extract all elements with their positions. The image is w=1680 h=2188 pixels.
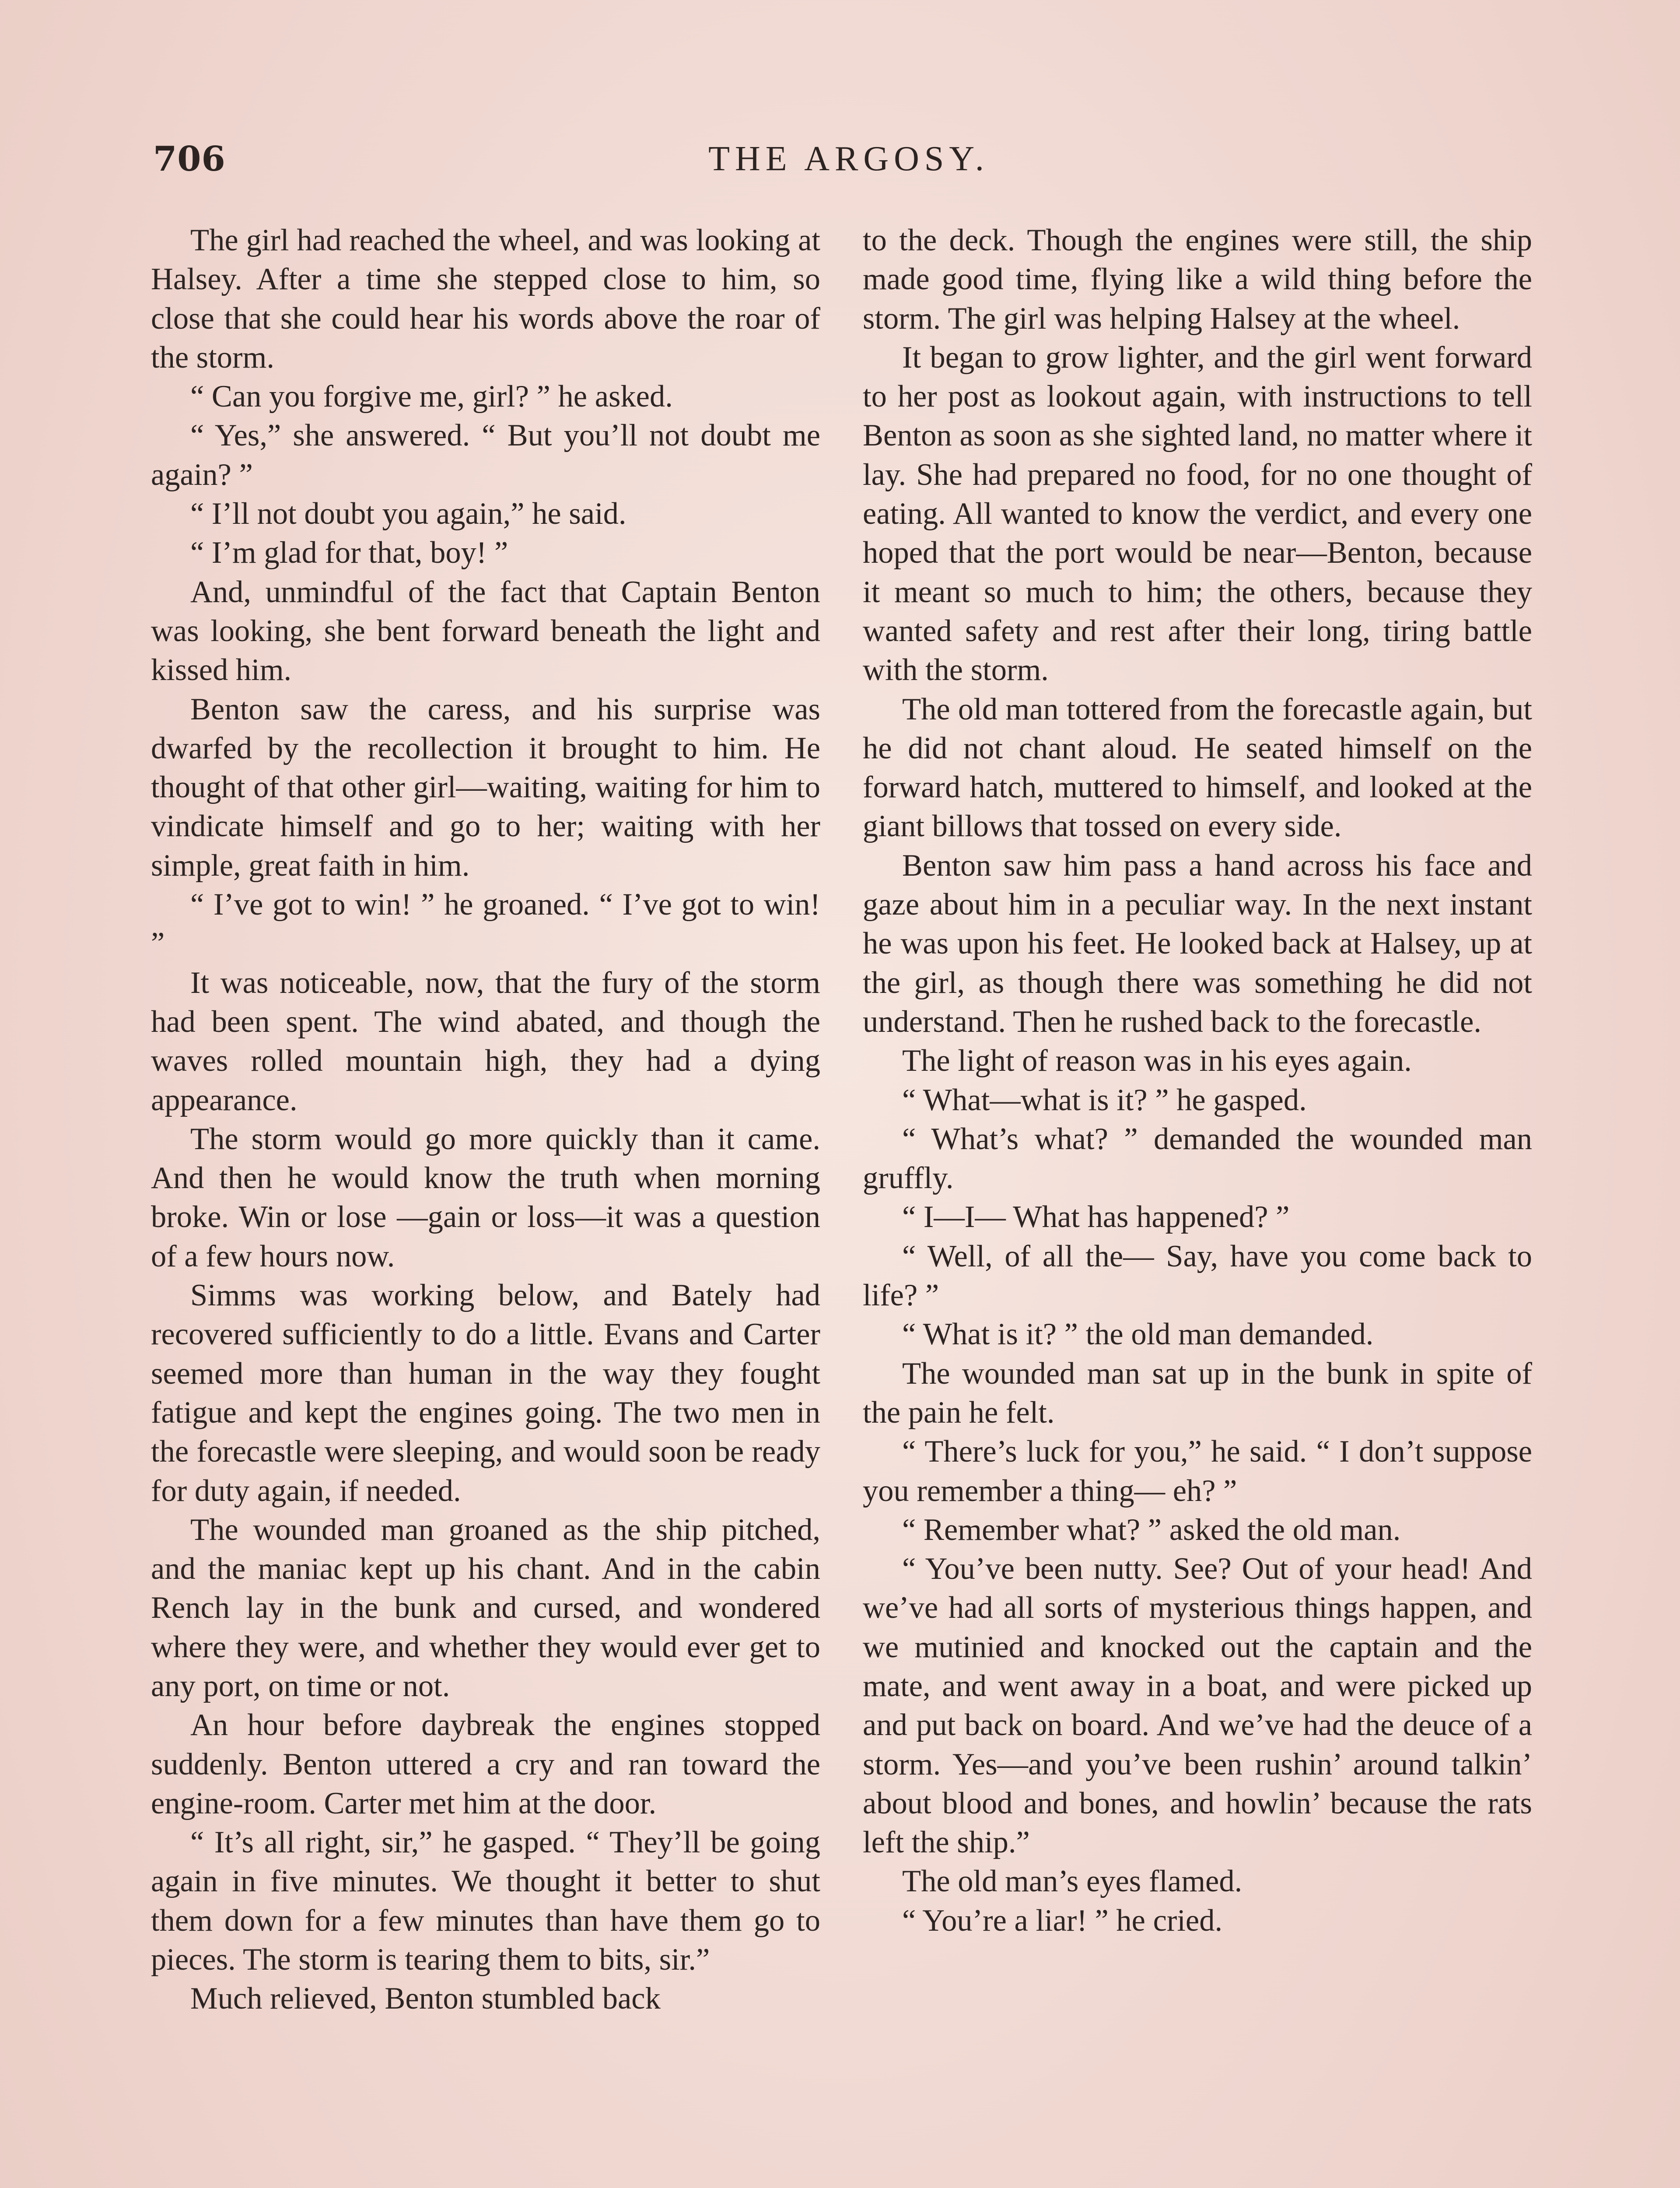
paragraph: “ I’m glad for that, boy! ” (190, 536, 508, 570)
paragraph: “ What—what is it? ” he gasped. (902, 1083, 1307, 1117)
paragraph: “ I—I— What has happened? ” (902, 1200, 1290, 1234)
paragraph: And, unmindful of the fact that Captain Benton was looking, she bent forward beneath the light and kissed him. (151, 575, 820, 687)
paragraph: “ There’s luck for you,” he said. “ I don’t suppose you remember a thing— eh? ” (863, 1434, 1532, 1508)
paragraph: “ What is it? ” the old man demanded. (902, 1317, 1374, 1352)
paragraph: Benton saw him pass a hand across his face and gaze about him in a peculiar way. In the next instant he was upon his feet. He looked back at Halsey, up at the girl, as though there was something he did not understand. Then he rushed back to the forecastle. (863, 848, 1532, 1039)
left-column (151, 221, 820, 2019)
paragraph: “ It’s all right, sir,” he gasped. “ They’ll be going again in five minutes. We thought it better to shut them down for a few minutes than have them go to pieces. The storm is tearing them to bits, sir.” (151, 1825, 820, 1977)
paragraph: Benton saw the caress, and his surprise was dwarfed by the recollection it brought to him. He thought of that other girl—waiting, waiting for him to vindicate himself and go to her; waiting with her simple, great faith in him. (151, 692, 820, 883)
paragraph: The girl had reached the wheel, and was looking at Halsey. After a time she stepped close to him, so close that she could hear his words above the roar of the storm. (151, 223, 820, 375)
paragraph: The old man tottered from the forecastle again, but he did not chant aloud. He seated himself on the forward hatch, muttered to himself, and looked at the giant billows that tossed on every side. (863, 692, 1532, 844)
page-header (153, 139, 1544, 187)
paragraph: “ Can you forgive me, girl? ” he asked. (190, 379, 673, 414)
paragraph: The wounded man groaned as the ship pitched, and the maniac kept up his chant. And in the cabin Rench lay in the bunk and cursed, and wondered where they were, and whether they would ever get to any port, on time or not. (151, 1512, 820, 1703)
paragraph: Simms was working below, and Bately had recovered sufficiently to do a little. Evans and Carter seemed more than human in the way they fought fatigue and kept the engines going. The two men in the forecastle were sleeping, and would soon be ready for duty again, if needed. (151, 1278, 820, 1508)
paragraph: “ Remember what? ” asked the old man. (902, 1512, 1401, 1547)
paragraph: It began to grow lighter, and the girl went forward to her post as lookout again, with instructions to tell Benton as soon as she sighted land, no matter where it lay. She had prepared no food, for no one thought of eating. All wanted to know the verdict, and every one hoped that the port would be near—Benton, because it meant so much to him; the others, because they wanted safety and rest after their long, tiring battle with the storm. (863, 340, 1532, 687)
paragraph: “ You’ve been nutty. See? Out of your head! And we’ve had all sorts of mysterious things happen, and we mutinied and knocked out the captain and the mate, and went away in a boat, and were picked up and put back on board. And we’ve had the deuce of a storm. Yes—and you’ve been rushin’ around talkin’ about blood and bones, and howlin’ because the rats left the ship.” (863, 1552, 1532, 1860)
paragraph: It was noticeable, now, that the fury of the storm had been spent. The wind abated, and though the waves rolled mountain high, they had a dying appearance. (151, 965, 820, 1117)
paragraph: “ Yes,” she answered. “ But you’ll not doubt me again? ” (151, 418, 820, 492)
continued-paragraph: to the deck. Though the engines were still, the ship made good time, flying like a wild thing before the storm. The girl was helping Halsey at the wheel. (863, 223, 1532, 336)
paragraph: The wounded man sat up in the bunk in spite of the pain he felt. (863, 1356, 1532, 1430)
paragraph: The light of reason was in his eyes again. (902, 1044, 1412, 1078)
right-column (863, 221, 1532, 1940)
paragraph: “ Well, of all the— Say, have you come back to life? ” (863, 1239, 1532, 1313)
running-title: THE ARGOSY. (708, 140, 989, 178)
page-number: 706 (153, 139, 226, 179)
paragraph: Much relieved, Benton stumbled back (190, 1981, 661, 2016)
paragraph: The storm would go more quickly than it came. And then he would know the truth when morning broke. Win or lose —gain or loss—it was a question of a few hours now. (151, 1122, 820, 1273)
paragraph: The old man’s eyes flamed. (902, 1864, 1242, 1899)
paragraph: “ I’ll not doubt you again,” he said. (190, 497, 626, 531)
paragraph: “ I’ve got to win! ” he groaned. “ I’ve got to win! ” (151, 887, 820, 961)
paragraph: “ You’re a liar! ” he cried. (902, 1903, 1223, 1938)
paragraph: “ What’s what? ” demanded the wounded man gruffly. (863, 1122, 1532, 1196)
paragraph: An hour before daybreak the engines stopped suddenly. Benton uttered a cry and ran toward the engine-room. Carter met him at the door. (151, 1708, 820, 1820)
